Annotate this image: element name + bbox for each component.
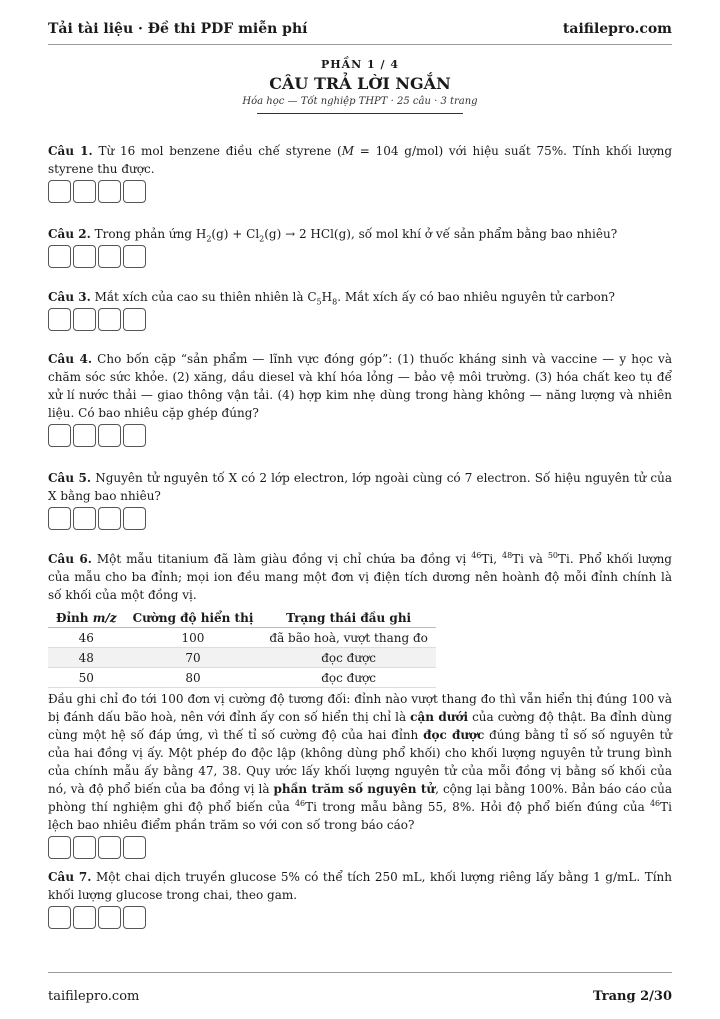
question-3-text: Câu 3. Mắt xích của cao su thiên nhiên là $C_5H_8$. Mắt xích ấy có bao nhiêu nguyên tử carbon? xyxy=(48,290,615,307)
answer-box[interactable] xyxy=(98,836,121,859)
answer-boxes xyxy=(48,308,672,331)
table-cell: đọc được xyxy=(261,668,435,688)
table-cell: đã bão hoà, vượt thang đo xyxy=(261,628,435,648)
table-cell: 46 xyxy=(48,628,125,648)
answer-box[interactable] xyxy=(48,836,71,859)
question-2-text: Câu 2. Trong phản ứng $H_2(g) + Cl_2(g) \to 2$ HCl(g), số mol khí ở vế sản phẩm bằng bao nhiêu? xyxy=(48,227,618,244)
question-2 xyxy=(48,225,672,268)
answer-box[interactable] xyxy=(123,308,146,331)
question-7 xyxy=(48,868,672,929)
question-6-body: Đầu ghi chỉ đo tới 100 đơn vị cường độ tương đối: đỉnh nào vượt thang đo thì vẫn hiển thị đúng 100 và bị đánh dấu bão hoà, nên với đỉnh ấy con số hiển thị chỉ là cận dưới của cường độ thật. Ba đỉnh dùng cùng một hệ số đáp ứng, vì thế tỉ số cường độ của hai đỉnh đọc được đúng bằng tỉ số số nguyên tử của hai đồng vị ấy. Một phép đo độc lập (không dùng phổ khối) cho khối lượng nguyên tử trung bình của chính mẫu ấy bằng 47, 38. Quy ước lấy khối lượng nguyên tử của mỗi đồng vị bằng số khối của nó, và độ phổ biến của ba đồng vị là phần trăm số nguyên tử, cộng lại bằng 100%. Bản báo cáo của phòng thí nghiệm ghi độ phổ biến của $^{46}$Ti trong mẫu bằng 55, 8%. Hỏi độ phổ biến đúng của $^{46}$Ti lệch bao nhiêu điểm phần trăm so với con số trong báo cáo? xyxy=(48,692,672,832)
answer-box[interactable] xyxy=(123,507,146,530)
answer-box[interactable] xyxy=(48,308,71,331)
answer-boxes xyxy=(48,245,672,268)
table-header: Trạng thái đầu ghi xyxy=(261,608,435,628)
table-cell: 80 xyxy=(125,668,262,688)
footer-site-domain[interactable]: taifilepro.com xyxy=(48,988,140,1004)
page-header xyxy=(48,14,672,45)
question-5 xyxy=(48,469,672,530)
part-subtitle: Hóa học — Tốt nghiệp THPT · 25 câu · 3 trang xyxy=(242,96,478,107)
header-site-domain[interactable]: taifilepro.com xyxy=(562,21,672,37)
answer-box[interactable] xyxy=(98,245,121,268)
answer-box[interactable] xyxy=(123,180,146,203)
table-cell: 70 xyxy=(125,648,262,668)
page-footer xyxy=(48,972,672,1019)
table-cell: 50 xyxy=(48,668,125,688)
answer-boxes xyxy=(48,180,672,203)
question-4 xyxy=(48,350,672,447)
answer-box[interactable] xyxy=(98,424,121,447)
table-header-row xyxy=(48,608,436,628)
table-cell: 100 xyxy=(125,628,262,648)
question-7-text: Câu 7. Một chai dịch truyền glucose 5% có thể tích 250 mL, khối lượng riêng lấy bằng 1 g/mL. Tính khối lượng glucose trong chai, theo gam. xyxy=(48,870,672,902)
answer-boxes xyxy=(48,836,672,859)
answer-box[interactable] xyxy=(98,906,121,929)
part-title: CÂU TRẢ LỜI NGẮN xyxy=(269,74,451,93)
answer-boxes xyxy=(48,424,672,447)
question-3 xyxy=(48,288,672,331)
part-label: PHẦN 1 / 4 xyxy=(320,58,400,71)
table-row xyxy=(48,628,436,648)
answer-box[interactable] xyxy=(48,424,71,447)
table-cell: đọc được xyxy=(261,648,435,668)
question-1 xyxy=(48,142,672,203)
answer-box[interactable] xyxy=(73,507,96,530)
part-divider xyxy=(257,113,463,114)
answer-box[interactable] xyxy=(73,424,96,447)
answer-boxes xyxy=(48,906,672,929)
answer-box[interactable] xyxy=(123,245,146,268)
question-1-text: Câu 1. Từ 16 mol benzene điều chế styrene (M = 104 g/mol) với hiệu suất 75%. Tính khối lượng styrene thu được. xyxy=(48,144,672,176)
answer-box[interactable] xyxy=(123,836,146,859)
answer-box[interactable] xyxy=(98,507,121,530)
part-heading xyxy=(0,58,720,114)
answer-box[interactable] xyxy=(73,180,96,203)
answer-box[interactable] xyxy=(98,308,121,331)
answer-box[interactable] xyxy=(98,180,121,203)
question-6-intro: Câu 6. Một mẫu titanium đã làm giàu đồng vị chỉ chứa ba đồng vị $^{46}$Ti, $^{48}$Ti và $^{50}$Ti. Phổ khối lượng của mẫu cho ba đỉnh; mọi ion đều mang một đơn vị điện tích dương nên hoành độ mỗi đỉnh chính là số khối của một đồng vị. xyxy=(48,551,672,602)
header-site-tagline: Tải tài liệu · Đề thi PDF miễn phí xyxy=(48,21,308,37)
answer-box[interactable] xyxy=(73,836,96,859)
answer-box[interactable] xyxy=(123,424,146,447)
question-5-text: Câu 5. Nguyên tử nguyên tố X có 2 lớp electron, lớp ngoài cùng có 7 electron. Số hiệu nguyên tử của X bằng bao nhiêu? xyxy=(48,471,672,503)
answer-boxes xyxy=(48,507,672,530)
answer-box[interactable] xyxy=(48,507,71,530)
question-4-text: Câu 4. Cho bốn cặp “sản phẩm — lĩnh vực đóng góp”: (1) thuốc kháng sinh và vaccine — y học và chăm sóc sức khỏe. (2) xăng, dầu diesel và khí hóa lỏng — bảo vệ môi trường. (3) hóa chất keo tụ để xử lí nước thải — giao thông vận tải. (4) hợp kim nhẹ dùng trong hàng không — năng lượng và nhiên liệu. Có bao nhiêu cặp ghép đúng? xyxy=(48,352,672,420)
answer-box[interactable] xyxy=(123,906,146,929)
page-number: Trang 2/30 xyxy=(593,988,672,1004)
answer-box[interactable] xyxy=(48,906,71,929)
answer-box[interactable] xyxy=(73,906,96,929)
table-row xyxy=(48,648,436,668)
table-cell: 48 xyxy=(48,648,125,668)
question-6 xyxy=(48,550,672,859)
table-header: Đỉnh m/z xyxy=(48,608,125,628)
table-row xyxy=(48,668,436,688)
answer-box[interactable] xyxy=(73,245,96,268)
answer-box[interactable] xyxy=(48,180,71,203)
table-header: Cường độ hiển thị xyxy=(125,608,262,628)
answer-box[interactable] xyxy=(48,245,71,268)
isotope-table xyxy=(48,608,436,688)
answer-box[interactable] xyxy=(73,308,96,331)
